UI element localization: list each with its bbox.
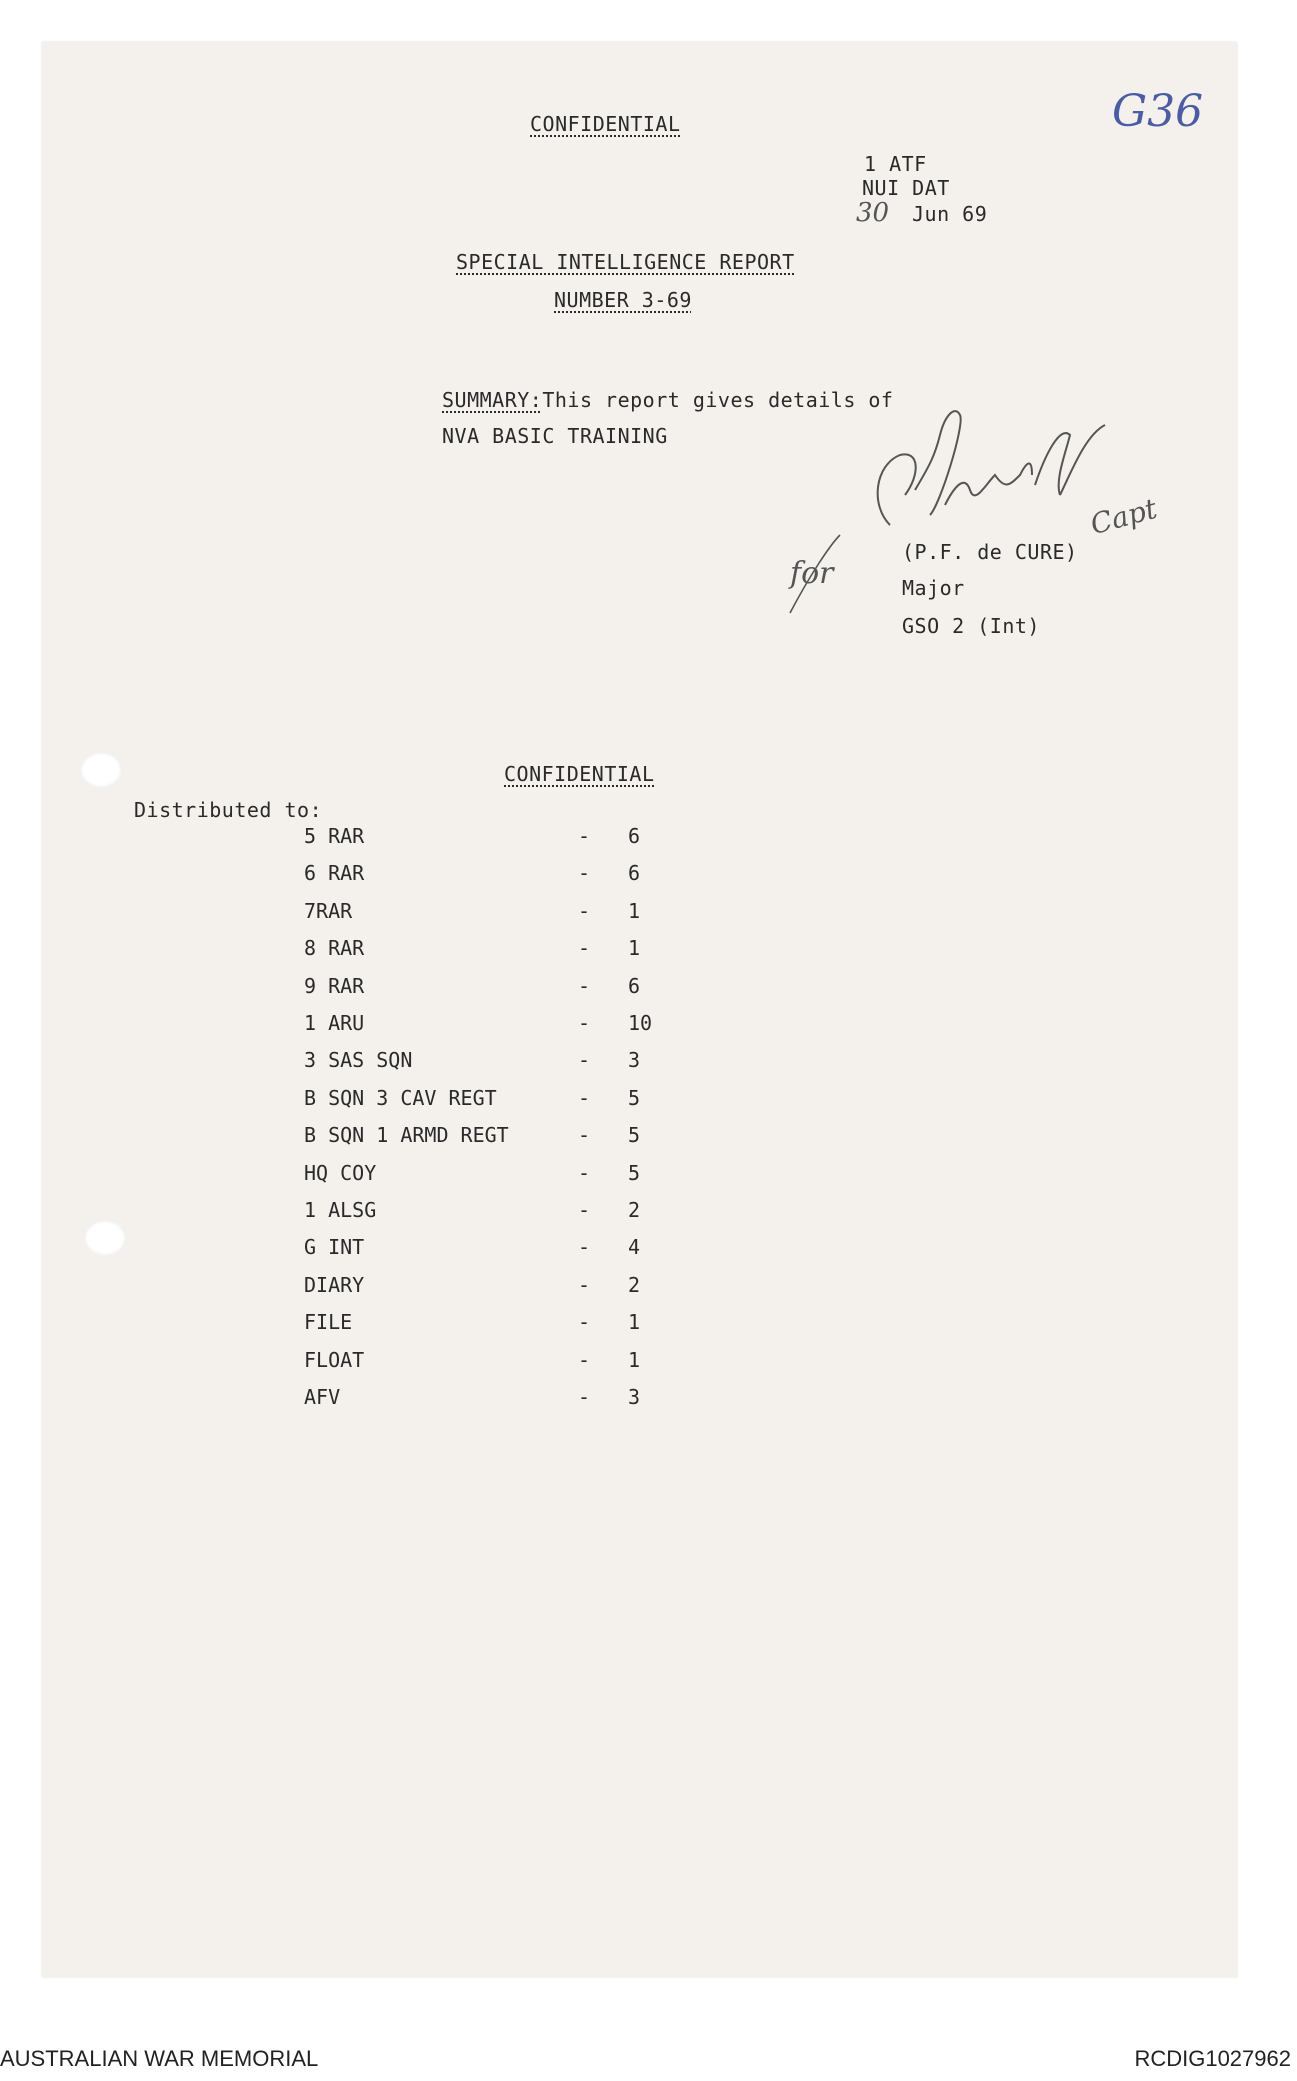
summary-line-2: NVA BASIC TRAINING [442,424,668,448]
distribution-unit: HQ COY [304,1160,377,1185]
distribution-separator: - [578,1011,591,1035]
distribution-row [0,1198,1297,1228]
distribution-row [0,1310,1297,1340]
distribution-row [0,974,1297,1004]
distribution-quantity: 1 [628,936,641,961]
distribution-unit: 7RAR [304,898,353,923]
footer-institution: AUSTRALIAN WAR MEMORIAL [0,2046,319,2071]
distribution-row [0,1048,1297,1078]
distribution-row [0,1273,1297,1303]
distribution-unit: B SQN 3 CAV REGT [304,1085,497,1110]
distribution-unit: 1 ARU [304,1011,365,1035]
distribution-unit: 6 RAR [304,861,365,886]
distribution-unit: 1 ALSG [304,1198,377,1222]
punch-hole-top [80,752,122,788]
summary-text-1: This report gives details of [542,388,894,412]
distribution-quantity: 1 [628,1310,641,1335]
date-label: Jun 69 [912,202,988,226]
distribution-separator: - [578,1272,591,1297]
distribution-row [0,936,1297,966]
file-number-handwritten: G36 [1112,86,1204,137]
classification-bottom: CONFIDENTIAL [504,762,655,786]
distribution-quantity: 1 [628,1347,641,1372]
report-number: NUMBER 3-69 [554,288,692,312]
footer-identifier: RCDIG1027962 [1134,2046,1291,2071]
distribution-separator: - [578,1198,591,1222]
distribution-unit: 5 RAR [304,824,365,848]
handwritten-for: for [790,556,834,591]
handwritten-capt: Capt [1086,491,1161,542]
document-page [42,42,1237,1977]
distribution-quantity: 2 [628,1272,641,1297]
date-day-handwritten: 30 [856,198,890,228]
distribution-separator: - [578,1385,591,1409]
distribution-separator: - [578,1160,591,1185]
distribution-quantity: 6 [628,973,641,998]
distribution-separator: - [578,1235,591,1260]
distribution-separator: - [578,824,591,848]
distribution-unit: G INT [304,1235,365,1260]
distribution-separator: - [578,1310,591,1335]
signatory-appointment: GSO 2 (Int) [902,614,1040,638]
distribution-row [0,899,1297,929]
distribution-separator: - [578,936,591,961]
signatory-rank: Major [902,576,965,600]
distribution-separator: - [578,1085,591,1110]
distribution-unit: FILE [304,1310,353,1335]
distribution-row [0,824,1297,854]
distribution-quantity: 1 [628,898,641,923]
distribution-row [0,1348,1297,1378]
distribution-quantity: 4 [628,1235,641,1260]
distribution-separator: - [578,973,591,998]
distribution-quantity: 5 [628,1085,641,1110]
distribution-quantity: 5 [628,1160,641,1185]
distribution-quantity: 3 [628,1385,641,1409]
distribution-unit: 9 RAR [304,973,365,998]
distribution-row [0,1123,1297,1153]
classification-top: CONFIDENTIAL [530,112,681,136]
distribution-row [0,1385,1297,1415]
summary-label: SUMMARY: [442,388,543,412]
distribution-separator: - [578,1048,591,1073]
unit-label: 1 ATF [864,152,927,176]
distribution-separator: - [578,861,591,886]
distribution-row [0,1235,1297,1265]
distribution-unit: 8 RAR [304,936,365,961]
distribution-quantity: 5 [628,1123,641,1148]
distribution-row [0,861,1297,891]
distribution-quantity: 6 [628,861,641,886]
distribution-separator: - [578,1123,591,1148]
distribution-unit: 3 SAS SQN [304,1048,413,1073]
distribution-row [0,1011,1297,1041]
distribution-quantity: 10 [628,1011,653,1035]
distribution-unit: DIARY [304,1272,365,1297]
distribution-unit: FLOAT [304,1347,365,1372]
distribution-row [0,1161,1297,1191]
report-title: SPECIAL INTELLIGENCE REPORT [456,250,795,274]
distribution-quantity: 6 [628,824,641,848]
signatory-name: (P.F. de CURE) [902,540,1078,564]
distribution-separator: - [578,898,591,923]
distribution-unit: AFV [304,1385,341,1409]
distribution-separator: - [578,1347,591,1372]
location-label: NUI DAT [862,176,950,200]
distribution-row [0,1086,1297,1116]
distribution-unit: B SQN 1 ARMD REGT [304,1123,509,1148]
distribution-quantity: 3 [628,1048,641,1073]
distribution-quantity: 2 [628,1198,641,1222]
distribution-heading: Distributed to: [134,798,323,822]
